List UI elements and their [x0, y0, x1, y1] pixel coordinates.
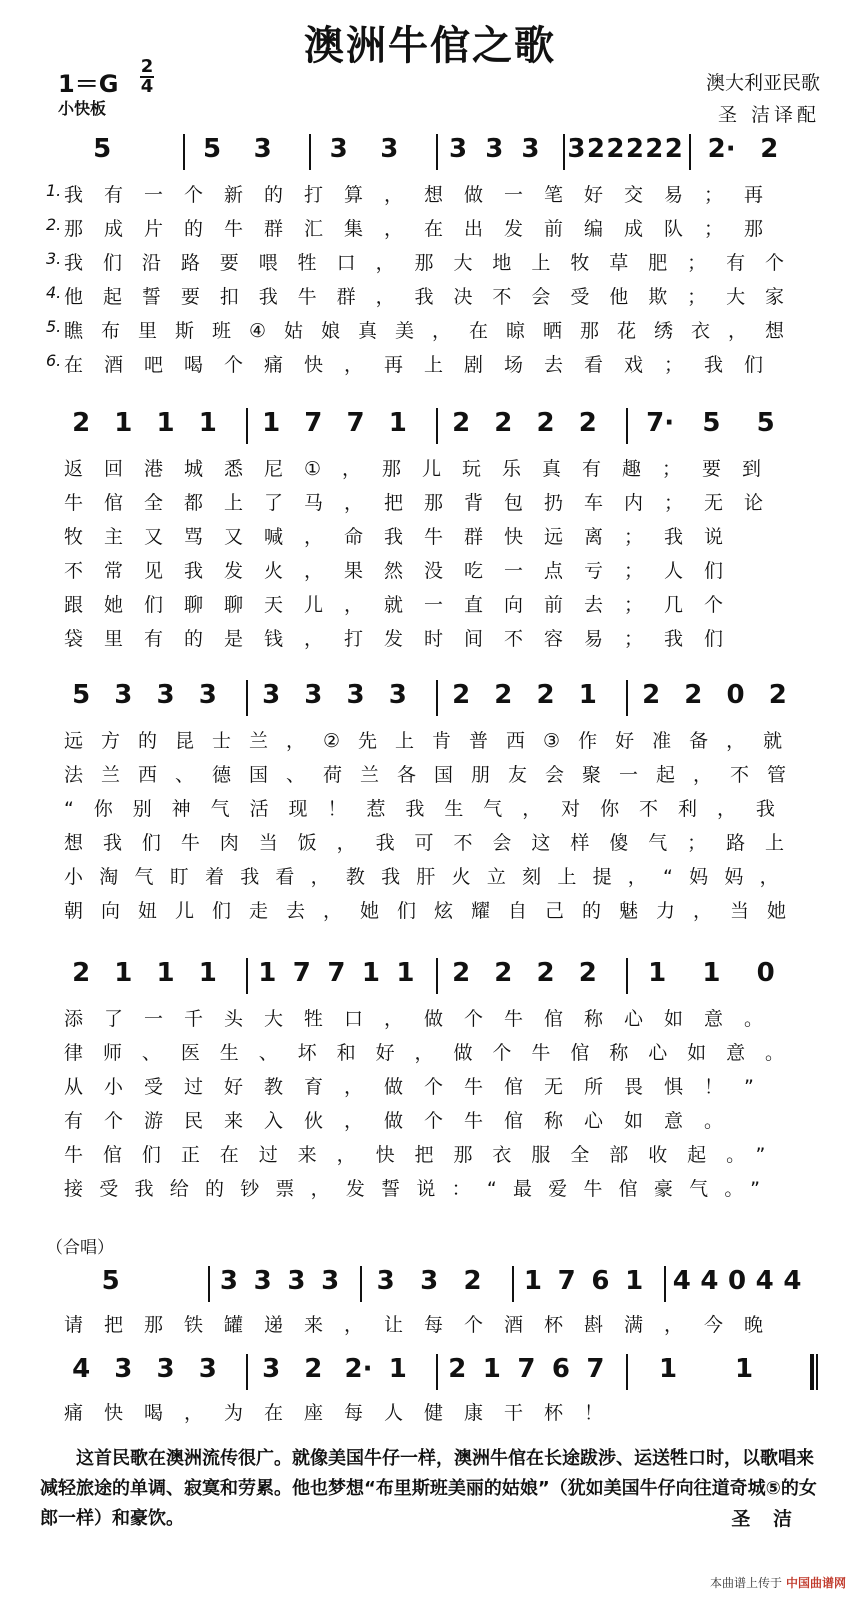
bar-line — [626, 680, 628, 716]
lyric-line — [40, 1002, 830, 1036]
note: 1 — [388, 1354, 407, 1384]
lyric-text: 牧主又骂又喊，命我牛群快远离；我说 — [64, 526, 745, 548]
note: 1 — [523, 1266, 542, 1296]
lyric-line — [40, 826, 830, 860]
note: 7 — [557, 1266, 576, 1296]
note: 3 — [262, 680, 281, 710]
bar-line — [512, 1266, 514, 1302]
note: 2 — [642, 680, 661, 710]
bar-line — [246, 680, 248, 716]
note: 2 — [536, 680, 555, 710]
lyric-line — [40, 1104, 830, 1138]
note: 1 — [578, 680, 597, 710]
note: 2 — [664, 134, 683, 164]
note: 3 — [156, 1354, 175, 1384]
time-bottom: 4 — [140, 76, 154, 97]
note: 2 — [536, 958, 555, 988]
time-top: 2 — [140, 56, 154, 77]
bar-line — [246, 958, 248, 994]
lyric-text: 在酒吧喝个痛快，再上剧场去看戏；我们 — [64, 354, 785, 376]
time-signature — [140, 58, 154, 96]
note: 7 — [292, 958, 311, 988]
lyric-text: 朝向妞儿们走去，她们炫耀自己的魅力，当她 — [64, 900, 805, 922]
lyric-line — [40, 486, 830, 520]
note: 4 — [72, 1354, 91, 1384]
note: 2 — [72, 408, 91, 438]
note: 2 — [760, 134, 779, 164]
note: 2 — [452, 680, 471, 710]
lyric-line — [40, 894, 830, 928]
lyric-text: 瞧布里斯班④姑娘真美，在晾晒那花绣衣，想 — [64, 320, 803, 342]
lyric-text: 请把那铁罐递来，让每个酒杯斟满，今晚 — [64, 1314, 785, 1336]
note: 1 — [258, 958, 277, 988]
note: 1 — [198, 408, 217, 438]
translator-credit: 圣 洁译配 — [717, 104, 820, 126]
notation-row — [40, 1262, 830, 1304]
lyric-line — [40, 348, 830, 382]
note: 4 — [700, 1266, 719, 1296]
note: 3 — [304, 680, 323, 710]
lyric-text: 牛倌们正在过来，快把那衣服全部收起。” — [64, 1144, 786, 1166]
lyric-line — [40, 1308, 830, 1342]
note: 2 — [586, 134, 605, 164]
notation-row — [40, 130, 830, 172]
final-bar-line — [810, 1354, 814, 1390]
lyric-text: 从小受过好教育，做个牛倌无所畏惧！” — [64, 1076, 775, 1098]
lyric-text: 袋里有的是钱，打发时间不容易；我们 — [64, 628, 745, 650]
bar-line — [436, 134, 438, 170]
note: 1 — [114, 958, 133, 988]
note: 6 — [591, 1266, 610, 1296]
lyric-text: “你别神气活现！惹我生气，对你不利，我 — [64, 798, 795, 820]
lyric-line — [40, 246, 830, 280]
note: 7 — [586, 1354, 605, 1384]
note: 3 — [449, 134, 468, 164]
lyric-line — [40, 724, 830, 758]
bar-line — [436, 1354, 438, 1390]
note: 2 — [72, 958, 91, 988]
note: 2 — [768, 680, 787, 710]
note: 3 — [114, 1354, 133, 1384]
note: 2 — [625, 134, 644, 164]
song-origin: 澳大利亚民歌 — [705, 72, 820, 94]
lyric-line — [40, 758, 830, 792]
chorus-label: （合唱） — [46, 1238, 114, 1258]
note: 1 — [262, 408, 281, 438]
note: 7 — [327, 958, 346, 988]
lyric-text: 添了一千头大牲口，做个牛倌称心如意。 — [64, 1008, 785, 1030]
note: 1 — [156, 408, 175, 438]
lyric-text: 跟她们聊聊天儿，就一直向前去；几个 — [64, 594, 745, 616]
bar-line — [436, 408, 438, 444]
lyric-line — [40, 622, 830, 656]
note: 0 — [726, 680, 745, 710]
note: 3 — [420, 1266, 439, 1296]
note: 5 — [702, 408, 721, 438]
lyric-line — [40, 860, 830, 894]
note: 3 — [219, 1266, 238, 1296]
note: 3 — [114, 680, 133, 710]
bar-line — [626, 958, 628, 994]
note: 1 — [734, 1354, 754, 1384]
note: 1 — [114, 408, 133, 438]
bar-line — [563, 134, 565, 170]
note: 4 — [783, 1266, 802, 1296]
bar-line — [246, 1354, 248, 1390]
note: 3 — [346, 680, 365, 710]
lyric-line — [40, 212, 830, 246]
note: 1 — [625, 1266, 644, 1296]
note: 3 — [253, 1266, 272, 1296]
bar-line — [626, 408, 628, 444]
commentary-text: 这首民歌在澳洲流传很广。就像美国牛仔一样，澳洲牛倌在长途跋涉、运送牲口时，以歌唱来减轻旅途的单调、寂寞和劳累。他也梦想“布里斯班美丽的姑娘”（犹如美国牛仔向往道奇城⑤的女郎一样）和豪饮。 — [40, 1448, 817, 1529]
lyric-line — [40, 178, 830, 212]
bar-line — [436, 958, 438, 994]
note: 3 — [388, 680, 407, 710]
note: 7 — [304, 408, 323, 438]
note: 3 — [567, 134, 586, 164]
notation-row — [40, 404, 830, 446]
lyric-line — [40, 1172, 830, 1206]
lyric-text: 他起誓要扣我牛群，我决不会受他欺；大家 — [64, 286, 805, 308]
bar-line — [626, 1354, 628, 1390]
note: 3 — [380, 134, 399, 164]
note: 1 — [361, 958, 380, 988]
lyric-line — [40, 280, 830, 314]
note: 3 — [376, 1266, 395, 1296]
note: 1 — [388, 408, 407, 438]
lyric-line — [40, 1036, 830, 1070]
lyric-line — [40, 554, 830, 588]
lyric-text: 返回港城悉尼①，那儿玩乐真有趣；要到 — [64, 458, 783, 480]
note: 3 — [198, 1354, 217, 1384]
verse-number: 4. — [46, 283, 62, 302]
note: 4 — [672, 1266, 691, 1296]
commentary-signature: 圣 洁 — [731, 1508, 800, 1530]
note: 3 — [198, 680, 217, 710]
note: 2 — [452, 958, 471, 988]
note: 2 — [684, 680, 703, 710]
lyric-line — [40, 452, 830, 486]
song-title: 澳洲牛倌之歌 — [304, 23, 556, 69]
note: 1 — [648, 958, 667, 988]
bar-line — [360, 1266, 362, 1302]
note: 3 — [253, 134, 272, 164]
lyric-text: 我们沿路要喂牲口，那大地上牧草肥；有个 — [64, 252, 805, 274]
lyric-text: 我有一个新的打算，想做一笔好交易；再 — [64, 184, 785, 206]
verse-number: 5. — [46, 317, 62, 336]
note: 1 — [396, 958, 415, 988]
note: 2 — [452, 408, 471, 438]
note: 0 — [756, 958, 775, 988]
note: 5 — [202, 134, 222, 164]
note: 7· — [646, 408, 675, 438]
note: 3 — [287, 1266, 306, 1296]
verse-number: 2. — [46, 215, 62, 234]
note: 5 — [101, 1266, 120, 1296]
lyric-line — [40, 1070, 830, 1104]
note: 3 — [521, 134, 540, 164]
note: 2 — [494, 958, 513, 988]
note: 7 — [517, 1354, 536, 1384]
note: 3 — [262, 1354, 281, 1384]
lyric-line — [40, 314, 830, 348]
notation-row — [40, 1350, 830, 1392]
note: 1 — [198, 958, 217, 988]
lyric-text: 痛快喝，为在座每人健康干杯！ — [64, 1402, 625, 1424]
verse-number: 6. — [46, 351, 62, 370]
lyric-text: 牛倌全都上了马，把那背包扔车内；无论 — [64, 492, 785, 514]
note: 3 — [329, 134, 348, 164]
bar-line — [689, 134, 691, 170]
note: 6 — [551, 1354, 570, 1384]
note: 0 — [728, 1266, 747, 1296]
note: 2· — [344, 1354, 373, 1384]
lyric-text: 想我们牛肉当饭，我可不会这样傻气；路上 — [64, 832, 805, 854]
tempo-marking: 小快板 — [58, 99, 107, 118]
note: 3 — [156, 680, 175, 710]
note: 1 — [482, 1354, 501, 1384]
note: 2 — [304, 1354, 323, 1384]
bar-line — [208, 1266, 210, 1302]
footer-uploaded: 本曲谱上传于 — [709, 1576, 782, 1590]
notation-row — [40, 954, 830, 996]
lyric-text: 远方的昆士兰，②先上肯普西③作好准备，就 — [64, 730, 801, 752]
bar-line — [664, 1266, 666, 1302]
note: 2 — [494, 408, 513, 438]
lyric-line — [40, 520, 830, 554]
lyric-text: 接受我给的钞票，发誓说：“最爱牛倌豪气。” — [64, 1178, 777, 1200]
footer-brand: 中国曲谱网 — [785, 1576, 846, 1590]
note: 1 — [658, 1354, 678, 1384]
note: 7 — [346, 408, 365, 438]
note: 2· — [707, 134, 736, 164]
note: 5 — [93, 134, 112, 164]
lyric-text: 律师、医生、坏和好，做个牛倌称心如意。 — [64, 1042, 805, 1064]
lyric-text: 那成片的牛群汇集，在出发前编成队；那 — [64, 218, 785, 240]
lyric-line — [40, 588, 830, 622]
bar-line — [246, 408, 248, 444]
bar-line — [816, 1354, 818, 1390]
note: 2 — [645, 134, 664, 164]
note: 3 — [321, 1266, 340, 1296]
commentary — [40, 1444, 830, 1534]
lyric-line — [40, 792, 830, 826]
note: 1 — [156, 958, 175, 988]
lyric-text: 小淘气盯着我看，教我肝火立刻上提，“妈妈， — [64, 866, 795, 888]
lyric-line — [40, 1396, 830, 1430]
note: 2 — [578, 408, 597, 438]
note: 2 — [536, 408, 555, 438]
footer — [710, 1574, 846, 1591]
lyric-text: 法兰西、德国、荷兰各国朋友会聚一起，不管 — [64, 764, 805, 786]
verse-number: 1. — [46, 181, 62, 200]
note: 1 — [702, 958, 721, 988]
verse-number: 3. — [46, 249, 62, 268]
bar-line — [436, 680, 438, 716]
lyric-line — [40, 1138, 830, 1172]
bar-line — [309, 134, 311, 170]
note: 5 — [756, 408, 775, 438]
note: 2 — [578, 958, 597, 988]
lyric-text: 不常见我发火，果然没吃一点亏；人们 — [64, 560, 745, 582]
lyric-text: 有个游民来入伙，做个牛倌称心如意。 — [64, 1110, 745, 1132]
note: 2 — [463, 1266, 482, 1296]
note: 5 — [72, 680, 91, 710]
key-signature: 1＝G — [58, 70, 119, 98]
note: 2 — [606, 134, 625, 164]
notation-row — [40, 676, 830, 718]
note: 4 — [755, 1266, 774, 1296]
note: 2 — [448, 1354, 467, 1384]
note: 2 — [494, 680, 513, 710]
note: 3 — [485, 134, 504, 164]
bar-line — [183, 134, 185, 170]
